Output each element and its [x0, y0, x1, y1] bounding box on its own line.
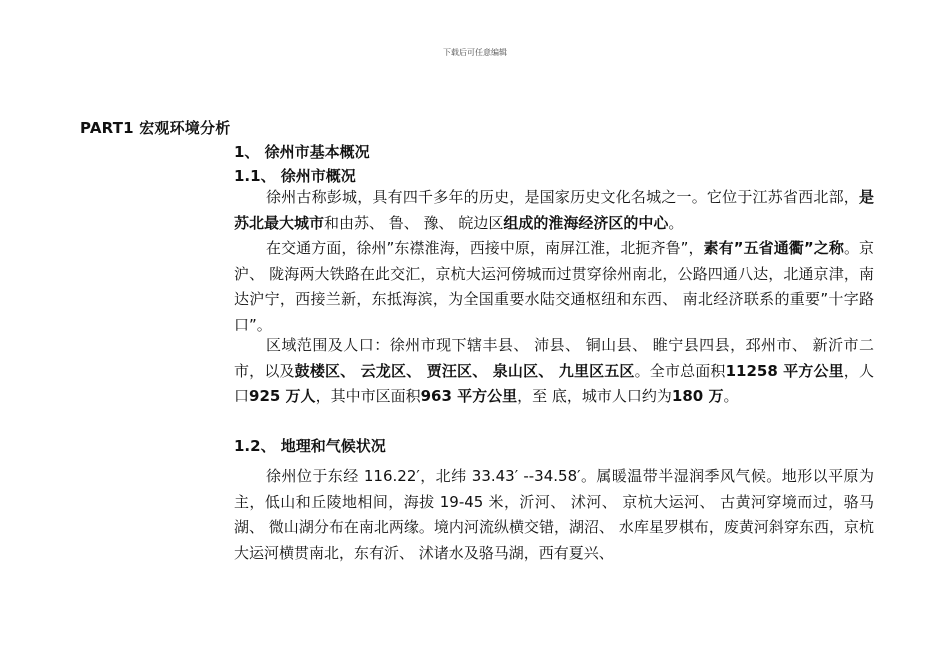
text-run: 。全市总面积 [634, 361, 726, 380]
text-run: 。 [723, 387, 739, 405]
bold-run: 素有”五省通衢”之称 [703, 239, 844, 257]
bold-run: 963 平方公里 [420, 387, 518, 405]
text-run: 和由苏、 鲁、 豫、 皖边区 [324, 213, 504, 232]
paragraph-transport [234, 236, 874, 338]
bold-run: 11258 平方公里 [725, 361, 844, 380]
bold-run: 组成的淮海经济区的中心 [503, 213, 669, 232]
paragraph-geography-climate [234, 464, 874, 566]
text-run: 徐州古称彭城，具有四千多年的历史，是国家历史文化名城之一。它位于江苏省西北部， [266, 188, 859, 206]
bold-run: 鼓楼区、 云龙区、 贾汪区、 泉山区、 九里区五区 [294, 361, 635, 380]
text-run: ，人口 [234, 361, 874, 405]
text-run: 区域范围及人口：徐州市现下辖丰县、 沛县、 铜山县、 睢宁县四县，邳州市、 新沂市二市，以及 [234, 336, 874, 380]
text-run: 。 [668, 213, 684, 232]
paragraph-region-population [234, 333, 874, 410]
bold-run: 是苏北最大城市 [234, 188, 874, 232]
bold-run: 925 万人 [249, 387, 316, 405]
part-title: PART1 宏观环境分析 [80, 119, 231, 137]
section-1-1-heading: 1.1、 徐州市概况 [234, 167, 356, 185]
page-header-note: 下载后可任意编辑 [443, 48, 507, 57]
text-run: 。京沪、 陇海两大铁路在此交汇，京杭大运河傍城而过贯穿徐州南北，公路四通八达，北通京津，南达沪宁，西接兰新，东抵海滨，为全国重要水陆交通枢纽和东西、 南北经济联系的重要”十字路口”。 [234, 239, 875, 334]
bold-run: 180 万 [671, 387, 724, 405]
text-run: 在交通方面，徐州”东襟淮海，西接中原，南屏江淮，北扼齐鲁”， [266, 239, 704, 257]
text-run: ，至 底，城市人口约为 [517, 387, 672, 405]
section-1-heading: 1、 徐州市基本概况 [234, 143, 370, 161]
section-1-2-heading: 1.2、 地理和气候状况 [234, 437, 386, 455]
paragraph-overview [234, 185, 874, 236]
text-run: 徐州位于东经 116.22′，北纬 33.43′ --34.58′。属暖温带半湿润季风气候。地形以平原为主，低山和丘陵地相间，海拔 19-45 米，沂河、 沭河、 京杭大运河、 古黄河穿境而过，骆马湖、 微山湖分布在南北两缘。境内河流纵横交错，湖沼、 水库星罗棋布，废黄河斜穿东西，京杭大运河横贯南北，东有沂、 沭诸水及骆马湖，西有夏兴、 [234, 467, 874, 562]
text-run: ，其中市区面积 [315, 387, 421, 405]
